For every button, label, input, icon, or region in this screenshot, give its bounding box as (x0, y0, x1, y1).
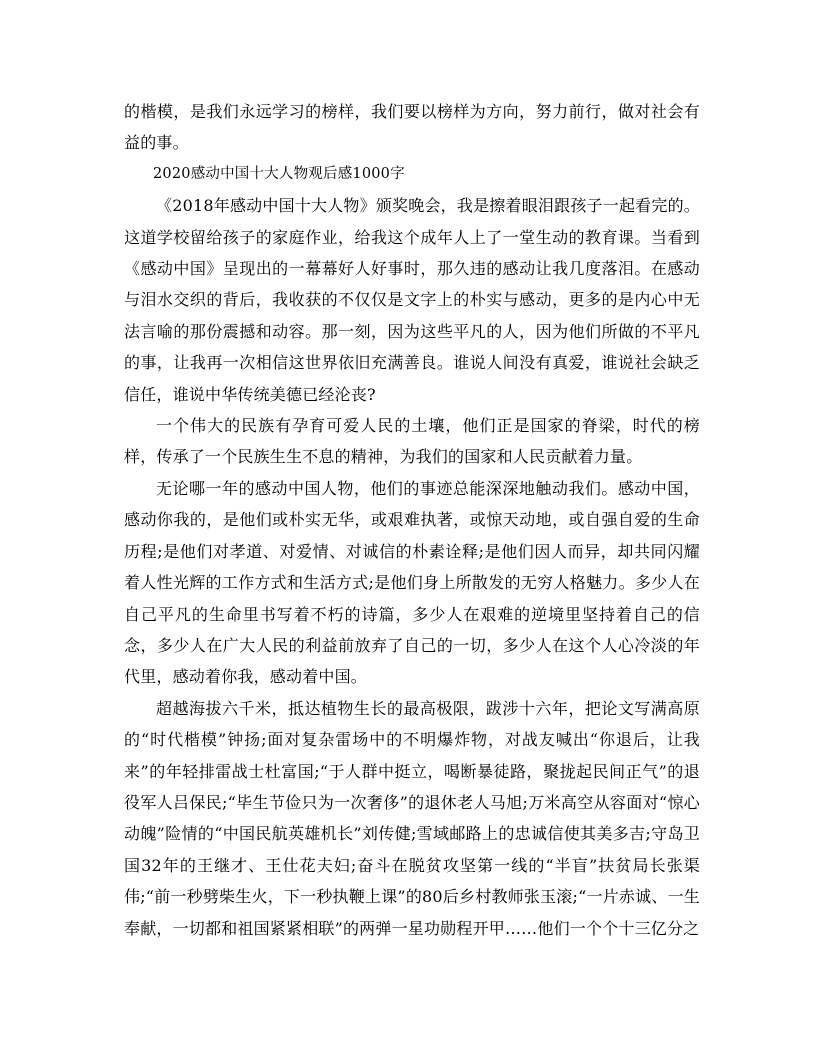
document-body (124, 96, 700, 944)
paragraph-continuation: 的楷模，是我们永远学习的榜样，我们要以榜样为方向，努力前行，做对社会有益的事。 (124, 102, 700, 153)
section-title: 2020感动中国十大人物观后感1000字 (153, 165, 405, 182)
paragraph-intro: 《2018年感动中国十大人物》颁奖晚会，我是擦着眼泪跟孩子一起看完的。这道学校留给孩子的家庭作业，给我这个成年人上了一堂生动的教育课。当看到《感动中国》呈现出的一幕幕好人好事时，那久违的感动让我几度落泪。在感动与泪水交织的背后，我收获的不仅仅是文字上的朴实与感动，更多的是内心中无法言喻的那份震撼和动容。那一刻，因为这些平凡的人，因为他们所做的不平凡的事，让我再一次相信这世界依旧充满善良。谁说人间没有真爱，谁说社会缺乏信任，谁说中华传统美德已经沦丧? (124, 196, 700, 404)
paragraph-nation: 一个伟大的民族有孕育可爱人民的土壤，他们正是国家的脊梁，时代的榜样，传承了一个民族生生不息的精神，为我们的国家和人民贡献着力量。 (124, 416, 700, 467)
paragraph-touching: 无论哪一年的感动中国人物，他们的事迹总能深深地触动我们。感动中国，感动你我的，是他们或朴实无华，或艰难执著，或惊天动地，或自强自爱的生命历程;是他们对孝道、对爱情、对诚信的朴素诠释;是他们因人而异，却共同闪耀着人性光辉的工作方式和生活方式;是他们身上所散发的无穷人格魅力。多少人在自己平凡的生命里书写着不朽的诗篇，多少人在艰难的逆境里坚持着自己的信念，多少人在广大人民的利益前放弃了自己的一切，多少人在这个人心冷淡的年代里，感动着你我，感动着中国。 (124, 478, 700, 687)
paragraph-honorees: 超越海拔六千米，抵达植物生长的最高极限，跋涉十六年，把论文写满高原的“时代楷模”钟扬;面对复杂雷场中的不明爆炸物，对战友喊出“你退后，让我来”的年轻排雷战士杜富国;“于人群中挺立，喝断暴徒路，聚拢起民间正气”的退役军人吕保民;“毕生节俭只为一次奢侈”的退休老人马旭;万米高空从容面对“惊心动魄”险情的“中国民航英雄机长”刘传健;雪域邮路上的忠诚信使其美多吉;守岛卫国32年的王继才、王仕花夫妇;奋斗在脱贫攻坚第一线的“半盲”扶贫局长张渠伟;“前一秒劈柴生火，下一秒执鞭上课”的80后乡村教师张玉滚;“一片赤诚、一生奉献，一切都和祖国紧紧相联”的两弹一星功勋程开甲……他们一个个十三亿分之 (124, 698, 700, 938)
